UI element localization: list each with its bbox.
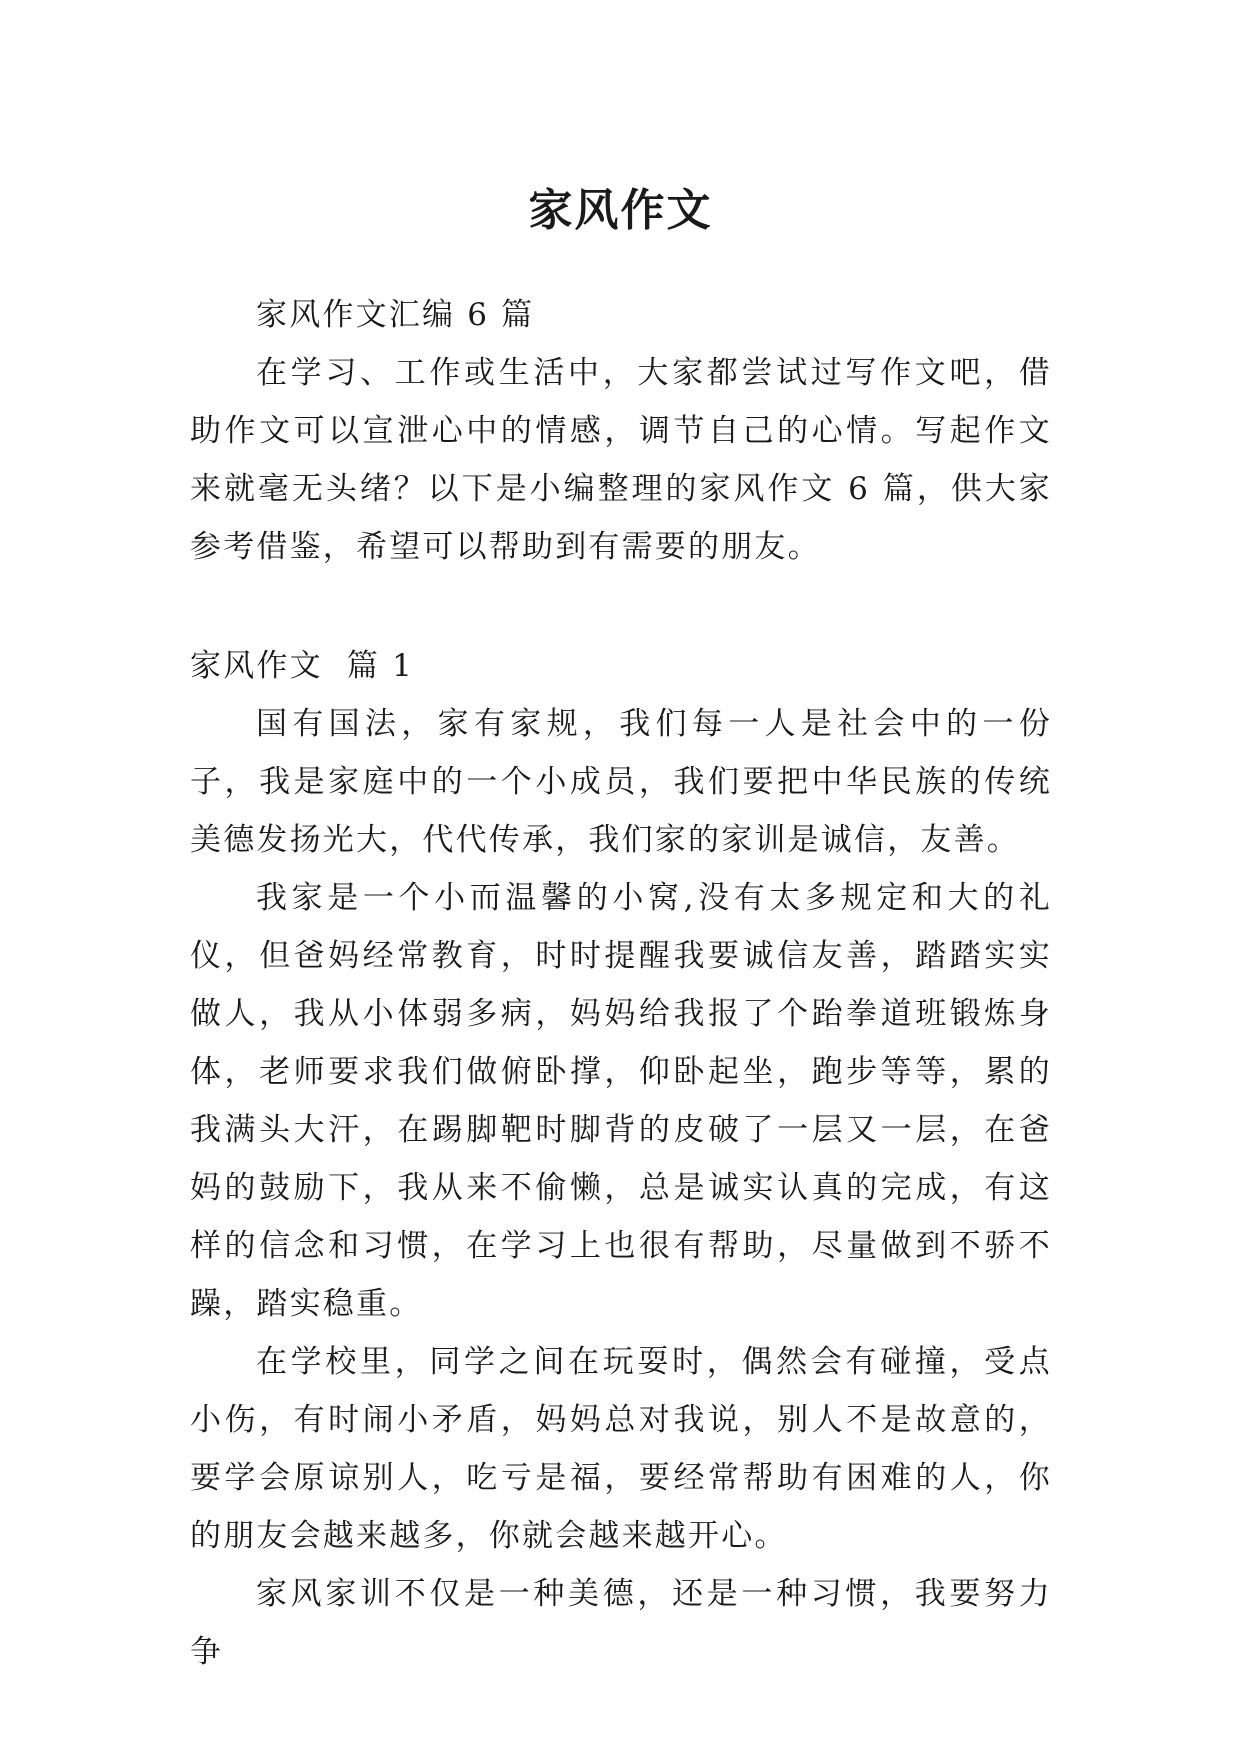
page-title: 家风作文 xyxy=(528,185,713,237)
paragraph-2: 我家是一个小而温馨的小窝,没有太多规定和大的礼仪，但爸妈经常教育，时时提醒我要诚信友善，踏踏实实做人，我从小体弱多病，妈妈给我报了个跆拳道班锻炼身体，老师要求我们做俯卧撑，仰卧起坐，跑步等等，累的我满头大汗，在踢脚靶时脚背的皮破了一层又一层，在爸妈的鼓励下，我从来不偷懒，总是诚实认真的完成，有这样的信念和习惯，在学习上也很有帮助，尽量做到不骄不躁，踏实稳重。 xyxy=(190,880,1052,1322)
paragraph-3: 在学校里，同学之间在玩耍时，偶然会有碰撞，受点小伤，有时闹小矛盾，妈妈总对我说，别人不是故意的，要学会原谅别人，吃亏是福，要经常帮助有困难的人，你的朋友会越来越多，你就会越来越开心。 xyxy=(190,1344,1052,1554)
section-heading: 家风作文 篇 1 xyxy=(190,648,415,684)
intro-block xyxy=(190,286,1052,576)
paragraph-1: 国有国法，家有家规，我们每一人是社会中的一份子，我是家庭中的一个小成员，我们要把中华民族的传统美德发扬光大，代代传承，我们家的家训是诚信，友善。 xyxy=(190,706,1052,858)
intro-paragraph: 在学习、工作或生活中，大家都尝试过写作文吧，借助作文可以宣泄心中的情感，调节自己的心情。写起作文来就毫无头绪？以下是小编整理的家风作文 6 篇，供大家参考借鉴，希望可以帮助到有需要的朋友。 xyxy=(190,355,1052,565)
paragraph-4: 家风家训不仅是一种美德，还是一种习惯，我要努力争 xyxy=(190,1576,1052,1670)
document-subtitle: 家风作文汇编 6 篇 xyxy=(256,297,535,333)
section-1 xyxy=(190,637,1052,1681)
